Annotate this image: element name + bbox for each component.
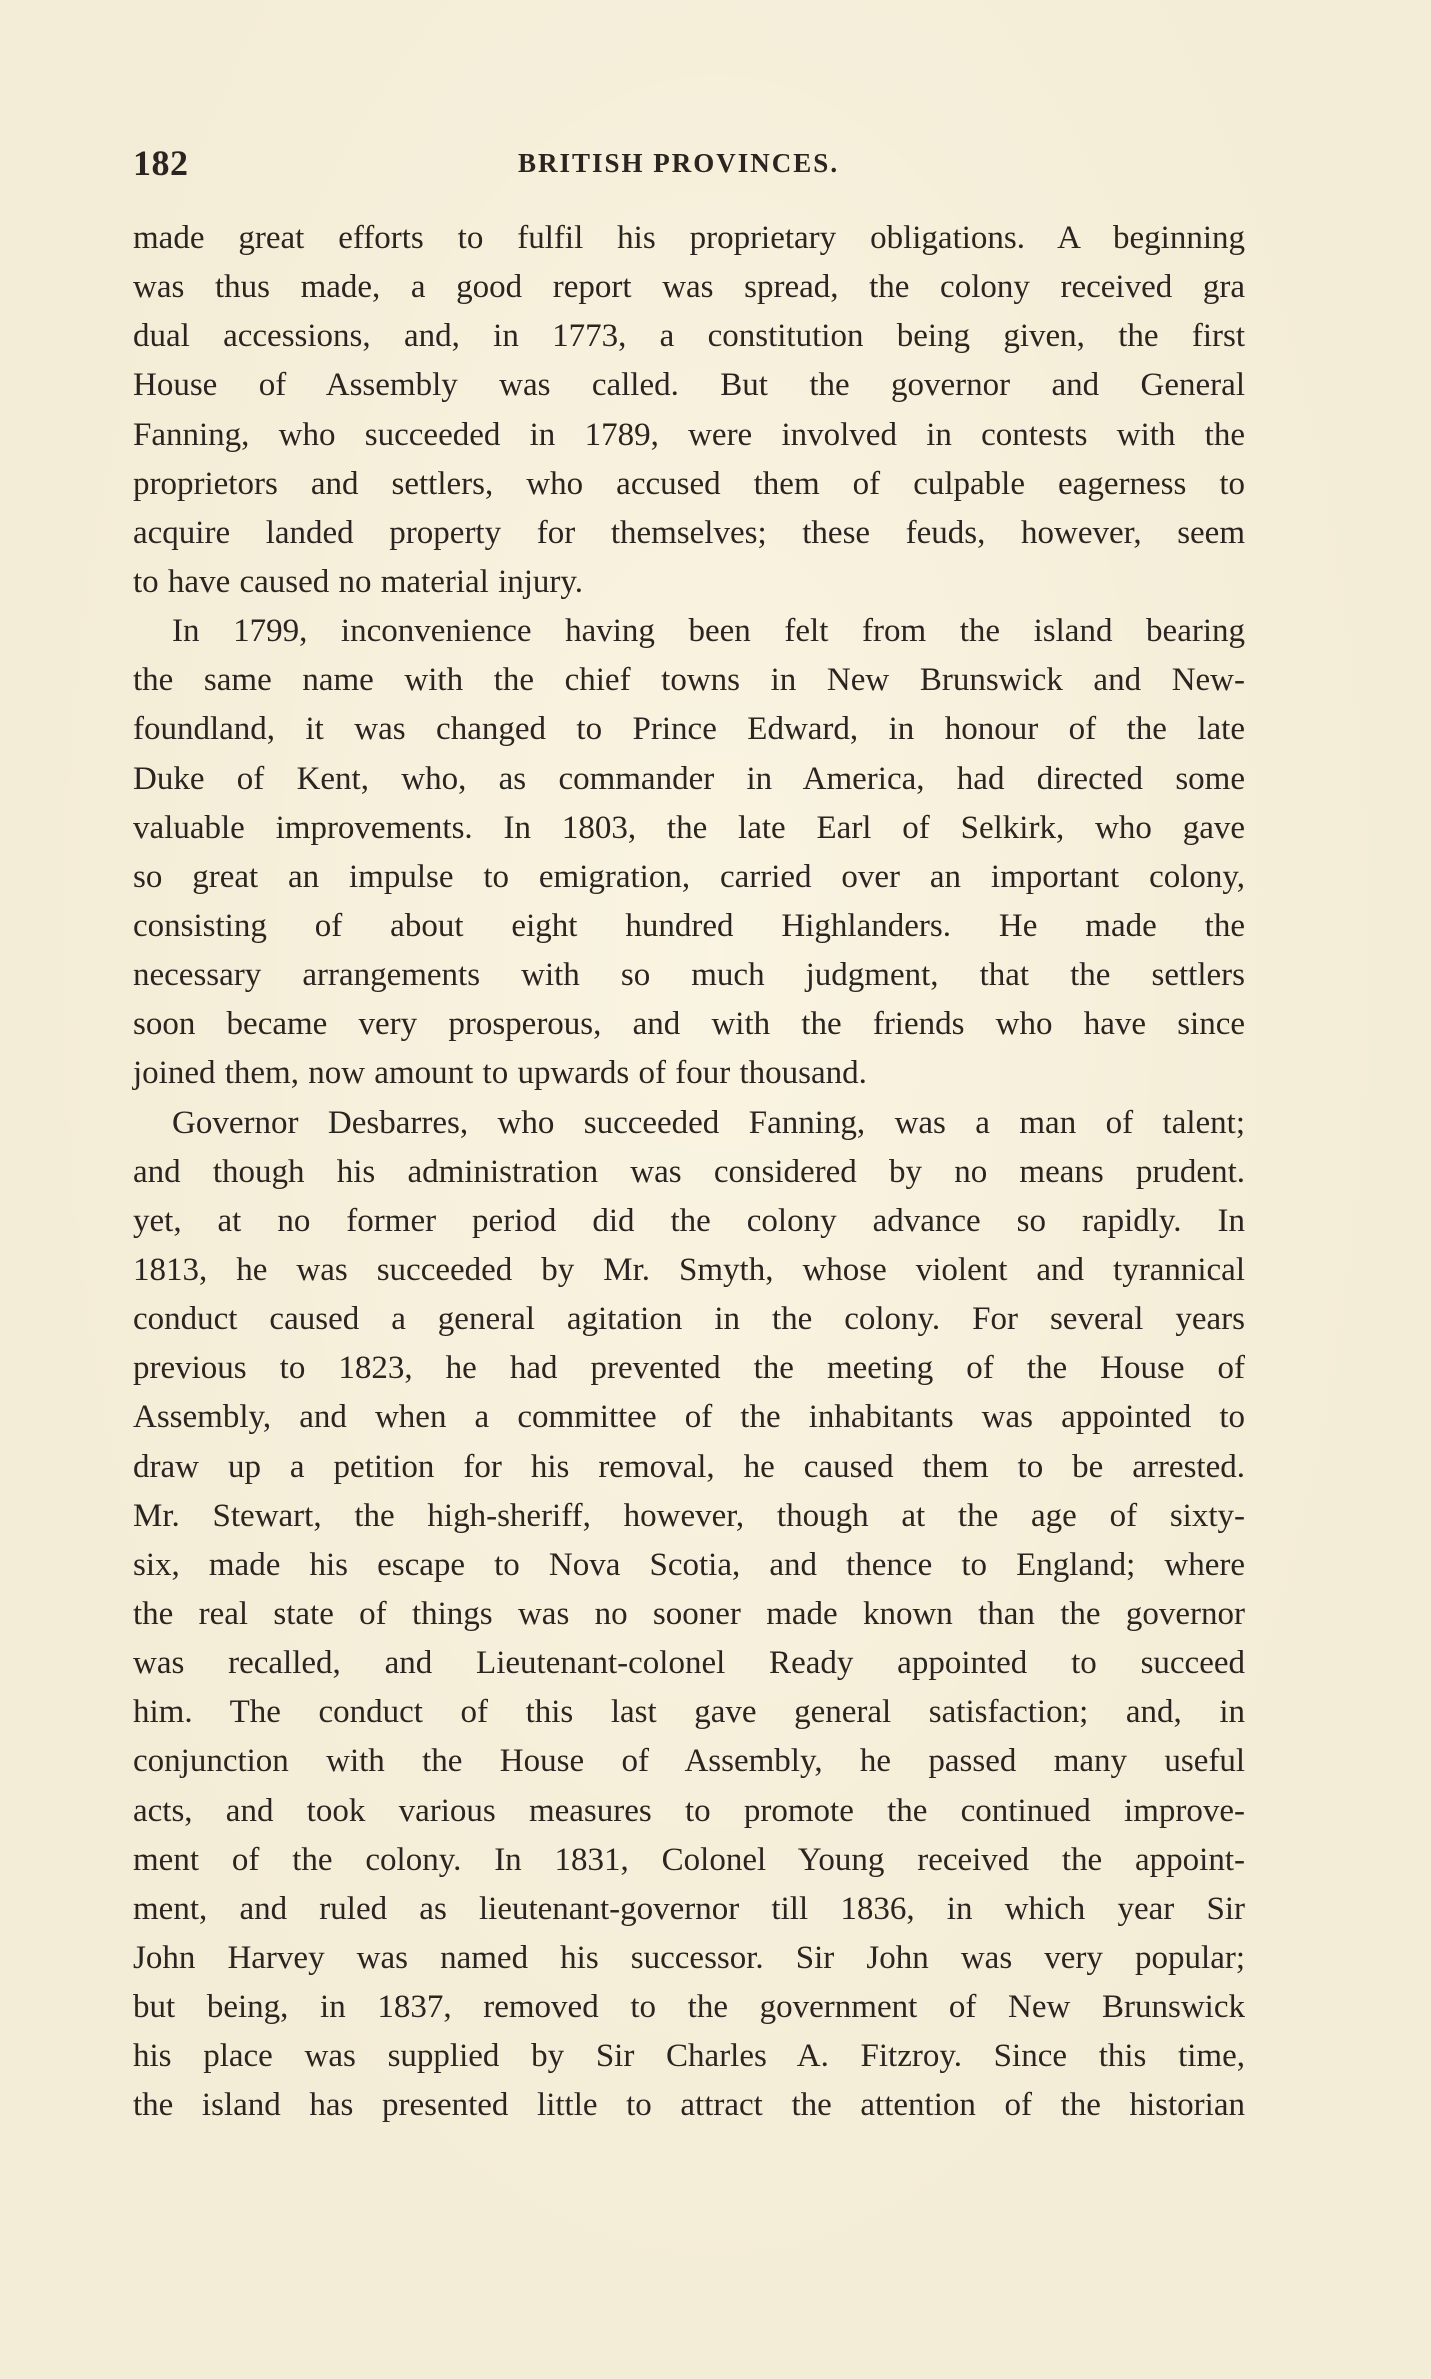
text-line: Assembly, and when a committee of the inhabitants was appointed to bbox=[133, 1399, 1245, 1436]
text-line: the real state of things was no sooner made known than the governor bbox=[133, 1595, 1245, 1632]
text-line: valuable improvements. In 1803, the late Earl of Selkirk, who gave bbox=[133, 809, 1245, 846]
text-line: proprietors and settlers, who accused them of culpable eagerness to bbox=[133, 465, 1245, 502]
text-line: was thus made, a good report was spread, the colony received gra bbox=[133, 269, 1245, 306]
text-line: ment of the colony. In 1831, Colonel Young received the appoint- bbox=[133, 1841, 1245, 1878]
text-line: and though his administration was considered by no means prudent. bbox=[133, 1153, 1245, 1190]
text-line: Mr. Stewart, the high-sheriff, however, though at the age of sixty- bbox=[133, 1497, 1245, 1534]
text-line: acquire landed property for themselves; these feuds, however, seem bbox=[133, 514, 1245, 551]
text-line: to have caused no material injury. bbox=[133, 563, 584, 600]
text-line: John Harvey was named his successor. Sir John was very popular; bbox=[133, 1939, 1245, 1976]
text-line: him. The conduct of this last gave general satisfaction; and, in bbox=[133, 1694, 1245, 1731]
text-line: previous to 1823, he had prevented the meeting of the House of bbox=[133, 1350, 1245, 1387]
page-header bbox=[133, 142, 1245, 186]
text-line: conduct caused a general agitation in the colony. For several years bbox=[133, 1301, 1245, 1338]
running-head: BRITISH PROVINCES. bbox=[518, 148, 840, 178]
text-line: but being, in 1837, removed to the government of New Brunswick bbox=[133, 1989, 1245, 2026]
text-line: necessary arrangements with so much judgment, that the settlers bbox=[133, 957, 1245, 994]
text-line: made great efforts to fulfil his proprietary obligations. A beginning bbox=[133, 220, 1245, 256]
text-line: consisting of about eight hundred Highlanders. He made the bbox=[133, 907, 1245, 944]
text-line: conjunction with the House of Assembly, he passed many useful bbox=[133, 1743, 1245, 1780]
text-line: so great an impulse to emigration, carried over an important colony, bbox=[133, 858, 1245, 895]
text-line: the same name with the chief towns in New Brunswick and New- bbox=[133, 662, 1245, 699]
text-line: dual accessions, and, in 1773, a constitution being given, the first bbox=[133, 318, 1245, 355]
text-line: In 1799, inconvenience having been felt from the island bearing bbox=[172, 613, 1245, 650]
text-line: yet, at no former period did the colony advance so rapidly. In bbox=[133, 1202, 1245, 1239]
page-number: 182 bbox=[133, 143, 189, 183]
text-line: his place was supplied by Sir Charles A. Fitzroy. Since this time, bbox=[133, 2038, 1245, 2075]
text-line: Fanning, who succeeded in 1789, were involved in contests with the bbox=[133, 416, 1245, 453]
text-line: acts, and took various measures to promote the continued improve- bbox=[133, 1792, 1245, 1829]
text-line: Governor Desbarres, who succeeded Fanning, was a man of talent; bbox=[172, 1104, 1245, 1141]
text-line: 1813, he was succeeded by Mr. Smyth, whose violent and tyrannical bbox=[133, 1251, 1245, 1288]
text-line: foundland, it was changed to Prince Edward, in honour of the late bbox=[133, 711, 1245, 748]
text-line: six, made his escape to Nova Scotia, and thence to England; where bbox=[133, 1546, 1245, 1583]
text-line: was recalled, and Lieutenant-colonel Ready appointed to succeed bbox=[133, 1645, 1245, 1682]
text-line: House of Assembly was called. But the governor and General bbox=[133, 367, 1245, 404]
text-line: Duke of Kent, who, as commander in America, had directed some bbox=[133, 760, 1245, 797]
text-line: ment, and ruled as lieutenant-governor till 1836, in which year Sir bbox=[133, 1890, 1245, 1927]
body-text bbox=[133, 214, 1245, 2130]
text-line: the island has presented little to attract the attention of the historian bbox=[133, 2087, 1245, 2124]
text-line: joined them, now amount to upwards of four thousand. bbox=[133, 1055, 867, 1092]
text-line: soon became very prosperous, and with the friends who have since bbox=[133, 1006, 1245, 1043]
text-line: draw up a petition for his removal, he caused them to be arrested. bbox=[133, 1448, 1245, 1485]
